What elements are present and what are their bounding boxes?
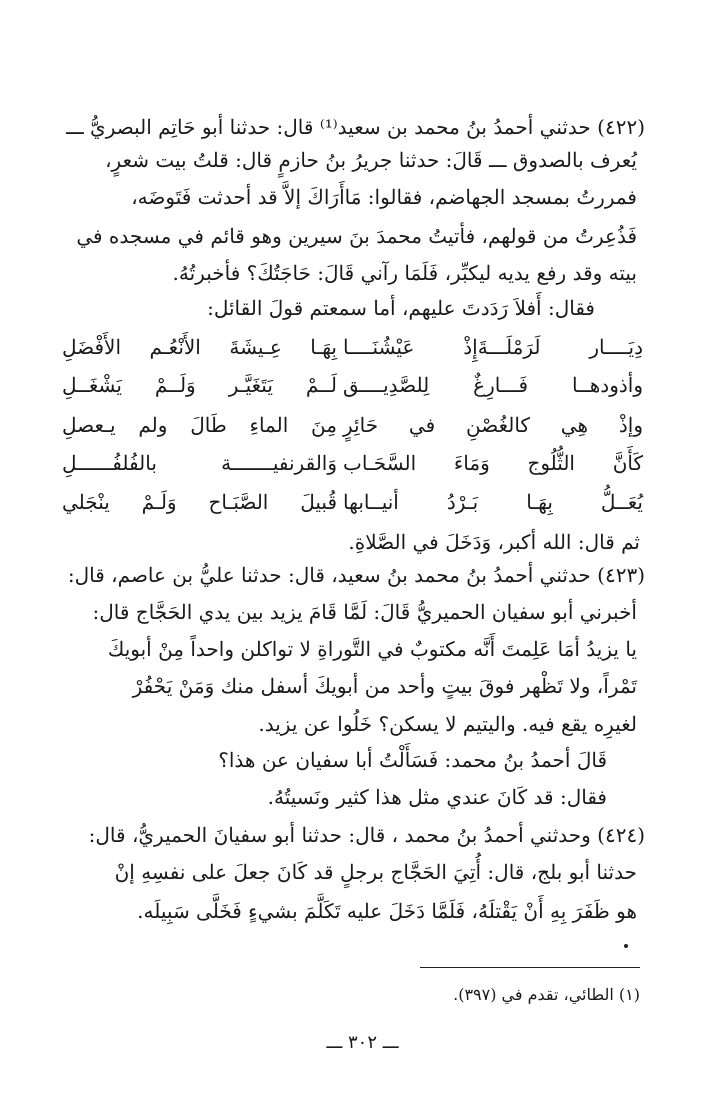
poem-verse-4-second-hemistich: وَالقرنفيـــــــة بالفُلفُــــــلِ	[62, 451, 337, 475]
para422-line-1: (٤٢٢) حدثني أحمدُ بنُ محمد بن سعيد⁽¹⁾ قال: حدثنا أبو حَاتِم البصريُّ ـــ	[66, 115, 645, 139]
para424-line-1: (٤٢٤) وحدثني أحمدُ بنُ محمد ، قال: حدثنا أبو سفيانَ الحميريُّ، قال:	[88, 823, 645, 847]
para422-line-4: فَذُعِرتُ من قولهم، فأتيتُ محمدَ بنَ سيرين وهو قائم في مسجده في	[76, 224, 637, 248]
para423-line-7: فقال: قد كَانَ عندي مثل هذا كثير ونَسيتُهُ.	[267, 785, 607, 809]
para422-line-2: يُعرف بالصدوق ـــ قَالَ: حدثنا جريرُ بنُ حازمٍ قال: قلتُ بيت شعرٍ،	[105, 148, 637, 172]
para423-line-5: لغيرِه يقع فيه. واليتيم لا يسكن؟ خَلُوا عن يزيد.	[258, 712, 637, 736]
page-number: ـــ ٣٠٢ ـــ	[326, 1032, 399, 1053]
poem-verse-3-first-hemistich: وإذْ هِي كالغُصْنِ في حَائِرٍ	[343, 413, 643, 437]
poem-verse-1-first-hemistich: دِيَــــار لَرَمْلَـــةَإِذْ عَيْشُنَــــا	[343, 335, 643, 359]
poem-verse-2-second-hemistich: لَــمْ يَتَغَيَّـر وَلَــمْ يَشْغَــلِ	[62, 373, 337, 397]
para422-line-6: فقال: أَفلاَ رَدَدتَ عليهم، أما سمعتم قولَ القائل:	[207, 296, 595, 320]
poem-verse-5-second-hemistich: قُبيلَ الصَّبَـاح وَلَـمْ ينْجَلي	[62, 490, 337, 514]
after-poem-line: ثم قال: الله أكبر، وَدَخَلَ في الصَّلاةِ.	[348, 530, 640, 554]
footnote-1: (١) الطائي، تقدم في (٣٩٧).	[453, 985, 640, 1004]
para422-line-5: بيته وقد رفع يديه ليكبِّر، فَلَمَا رآني قَالَ: حَاجَتُكَ؟ فأخبرتُهُ.	[172, 261, 637, 285]
para423-line-2: أخبرني أبو سفيان الحميريُّ قَالَ: لَمَّا قَامَ يزيد بين يدي الحَجَّاج قال:	[92, 600, 637, 624]
poem-verse-5-first-hemistich: يُعَــلُّ بِهَـا بَـرْدُ أنيــابها	[343, 490, 643, 514]
para423-line-6: قَالَ أحمدُ بنُ محمد: فَسَأَلْتُ أبا سفيان عن هذا؟	[218, 748, 607, 772]
para422-line-3: فمررتُ بمسجد الجهاضم، فقالوا: مَاأَرَاكَ إلاَّ قد أحدثت فَتَوضَه،	[131, 185, 637, 209]
para424-line-3: هو ظَفَرَ بِهِ أَنْ يَقْتلَهُ، فَلَمَّا دَخَلَ عليه تَكَلَّمَ بشيءٍ فَخَلَّى سَبِيلَه.	[137, 899, 637, 923]
poem-verse-1-second-hemistich: بِهَـا عِـيشَةَ الأَنْعُـم الأَفْضَلِ	[62, 335, 337, 359]
para423-line-3: يا يزيدُ أمَا عَلِمتَ أَنَّه مكتوبٌ في التَّوراةِ لا تواكلن واحداً مِنْ أبويكَ	[107, 637, 637, 661]
para424-line-2: حدثنا أبو بلج، قال: أُتِيَ الحَجَّاج برجلٍ قد كَانَ جعلَ على نفسِهِ إنْ	[114, 860, 637, 884]
poem-verse-2-first-hemistich: وأذودهــا فَـــارِغٌ لِلصَّدِيــــق	[343, 373, 643, 397]
stray-dot-mark	[624, 944, 628, 948]
para423-line-4: تَمْراً، ولا تَظْهر فوقَ بيتٍ وأحد من أبويكَ أسفل منك وَمَنْ يَحْفُرْ	[132, 674, 637, 698]
poem-verse-3-second-hemistich: مِنَ الماءِ طَالَ ولم يـعصلِ	[62, 413, 337, 437]
para423-line-1: (٤٢٣) حدثني أحمدُ بنُ محمد بنُ سعيد، قال: حدثنا عليُّ بن عاصم، قال:	[67, 563, 645, 587]
poem-verse-4-first-hemistich: كَأَنَّ الثُّلُوج وَمَاءَ السَّحَـاب	[343, 451, 643, 475]
footnote-separator-rule	[420, 967, 640, 968]
